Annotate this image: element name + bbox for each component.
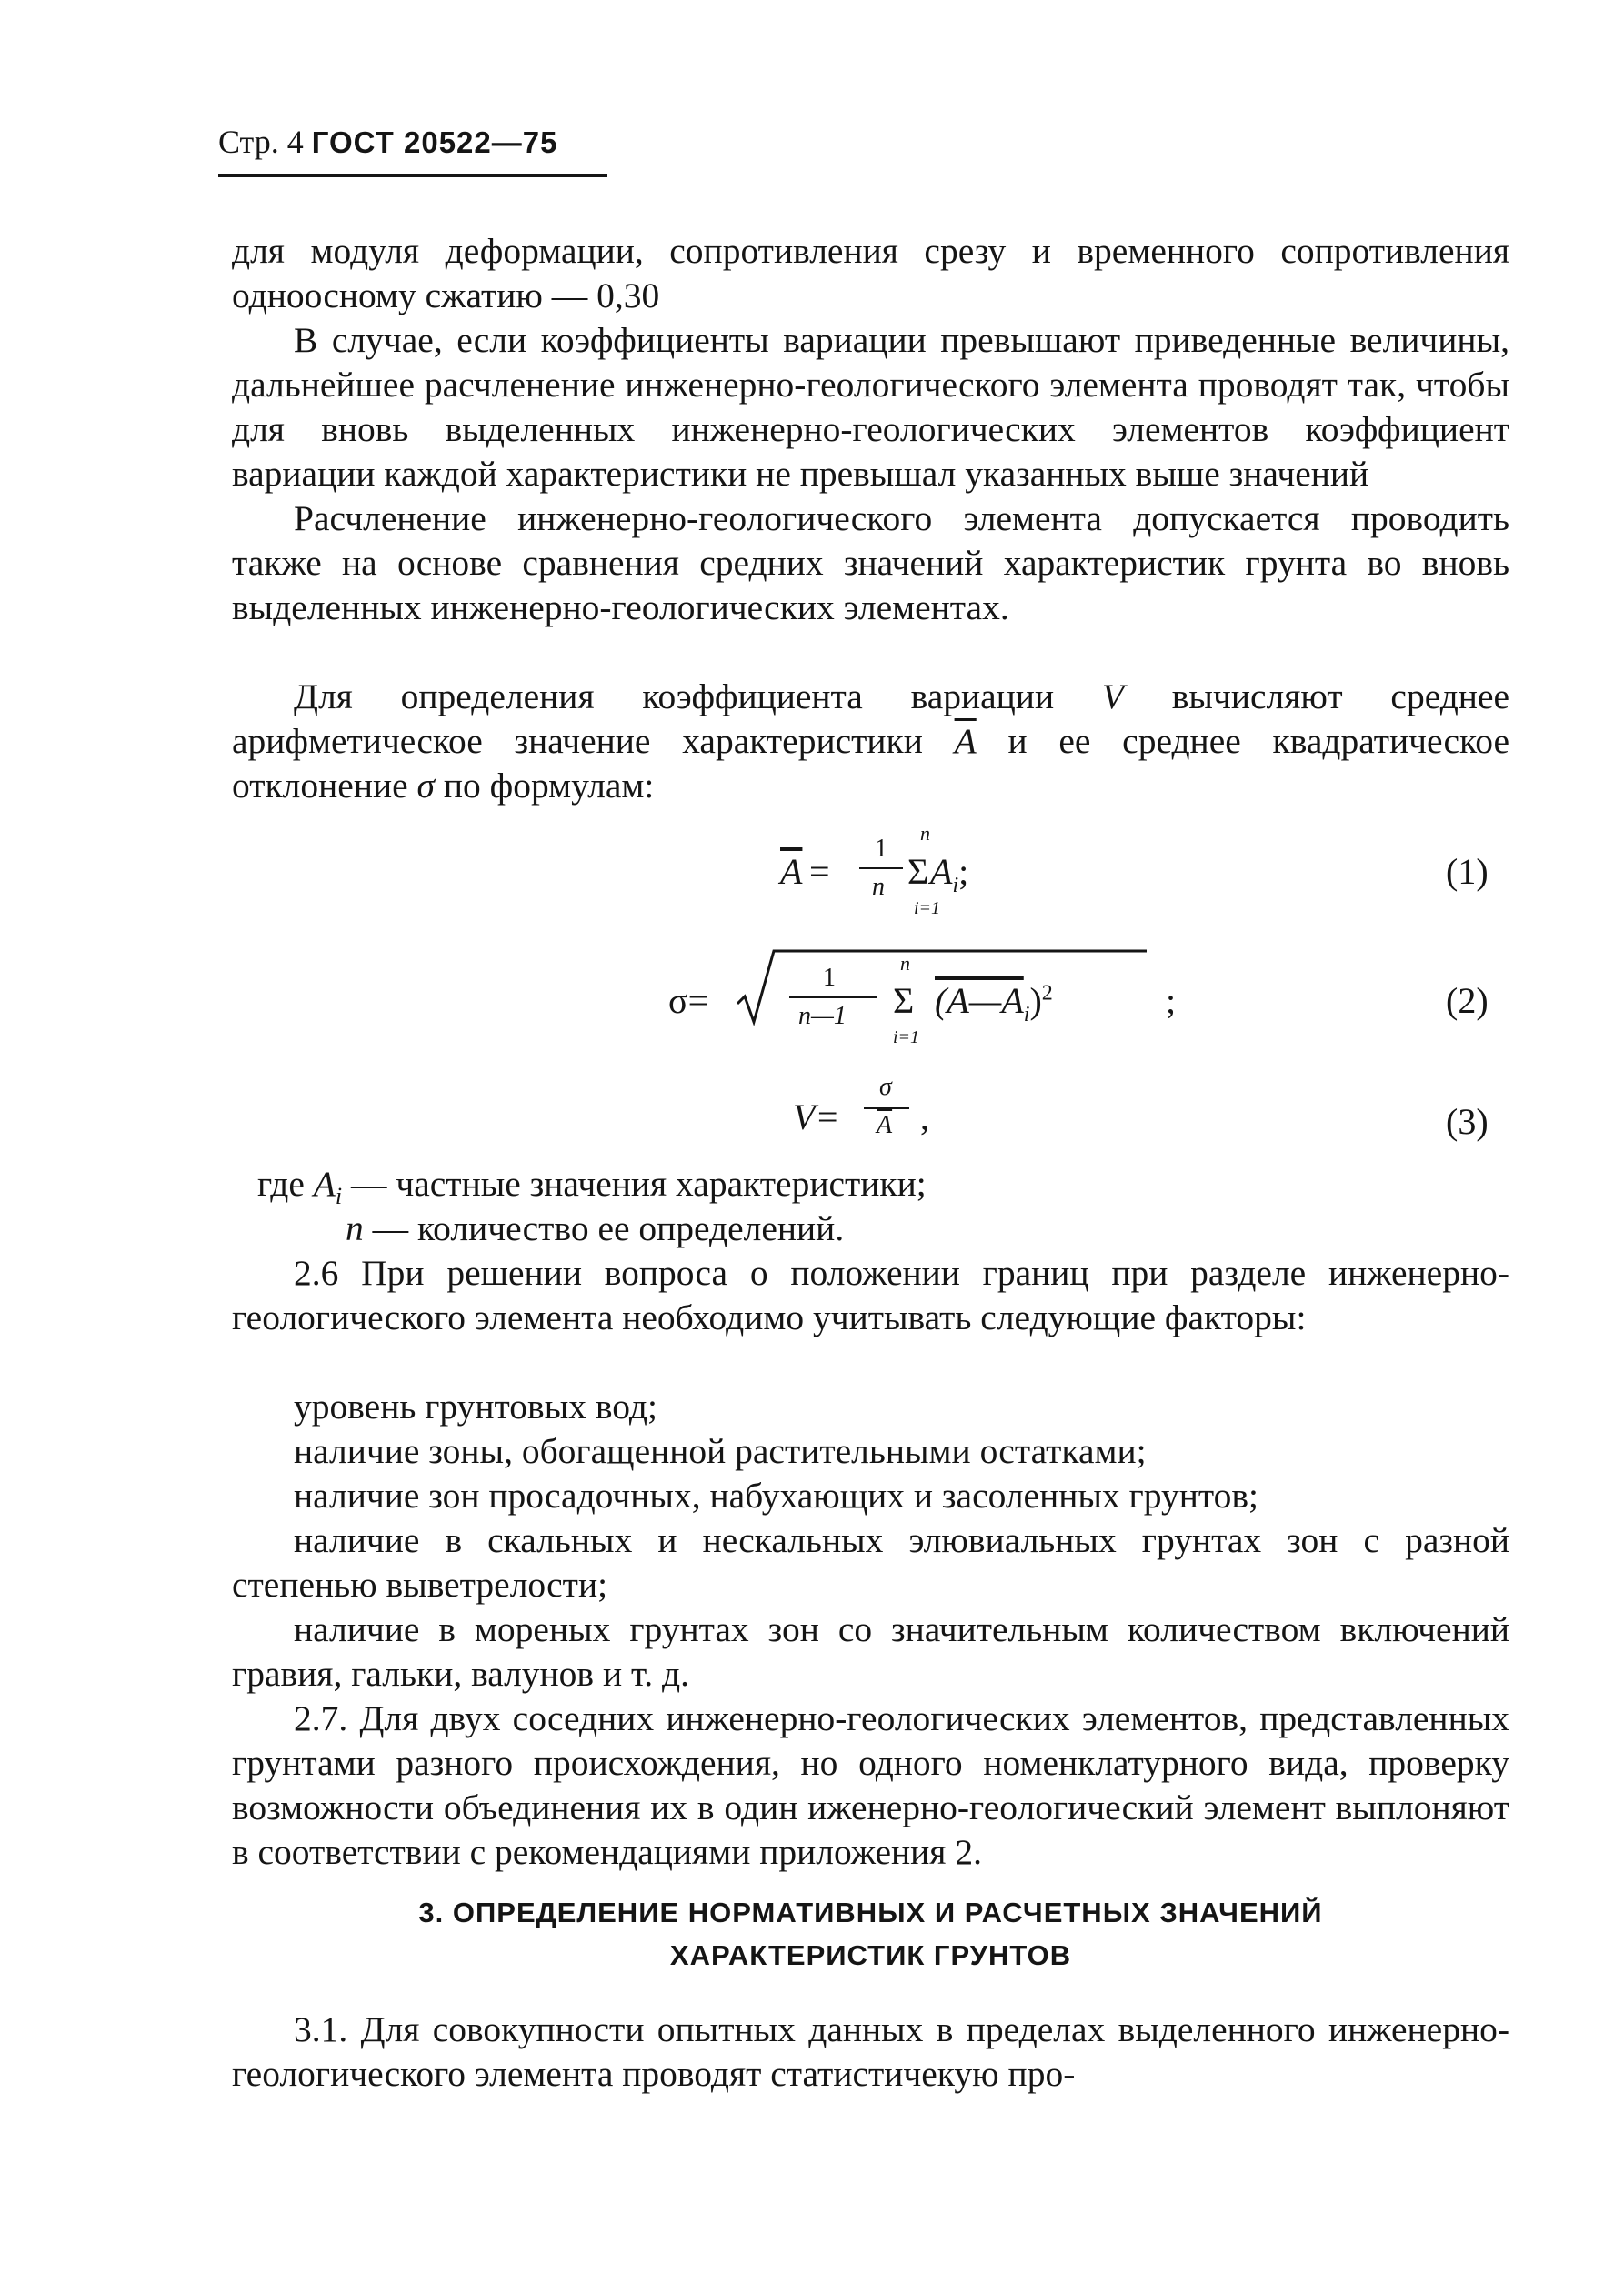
formula-1-fraction-bar — [859, 867, 903, 869]
formula-1-lhs: $\overline{A}$ — [780, 851, 803, 892]
page-header — [218, 123, 557, 161]
header-rule — [218, 174, 607, 177]
paragraph-2-6: 2.6 При решении вопроса о положении границ при разделе инженерно-геологического элемента необходимо учитывать следующие факторы: — [232, 1253, 1509, 1337]
formula-1-eq: = — [809, 851, 830, 892]
factor-item: наличие в мореных грунтах зон со значительным количеством включений гравия, гальки, валунов и т. д. — [232, 1609, 1509, 1694]
formula-2-lhs: σ= — [668, 980, 709, 1021]
factors-list — [294, 1385, 1509, 1518]
where-line-2: n — количество ее определений. — [346, 1208, 845, 1248]
paragraph-2-7: 2.7. Для двух соседних инженерно-геологических элементов, представленных грунтами разного происхождения, но одного номенклатурного вида, проверку возможности объединения их в один иженерно-геологический элемент выплоняют в соответствии с рекомендациями приложения 2. — [232, 1698, 1509, 1872]
formula-3-lhs: V= — [793, 1096, 840, 1137]
formula-3-number: (3) — [1446, 1101, 1489, 1142]
page-number: Стр. 4 — [218, 124, 304, 160]
standard-number: ГОСТ 20522—75 — [311, 125, 558, 159]
section-3-title-line-2: ХАРАКТЕРИСТИК ГРУНТОВ — [669, 1939, 1072, 1971]
formula-2-sum-top: n — [900, 952, 910, 975]
formula-2-numerator: 1 — [823, 964, 836, 992]
paragraph-deformation-modulus: для модуля деформации, сопротивления срезу и временного сопротивления одноосному сжатию — 0,30 — [232, 231, 1509, 315]
paragraph-3-1: 3.1. Для совокупности опытных данных в пределах выделенного инженерно-геологического элемента проводят статистичекую про- — [232, 2009, 1509, 2094]
formula-1-denominator: n — [872, 873, 885, 901]
factor-item: наличие в скальных и нескальных элювиальных грунтах зон с разной степенью выветрелости; — [232, 1520, 1509, 1605]
formula-1-numerator: 1 — [875, 835, 887, 863]
formula-3-end: , — [920, 1096, 929, 1137]
formula-2-end: ; — [1166, 980, 1177, 1021]
formula-2-sum-sign: Σ — [893, 980, 915, 1021]
paragraph-variation-definition: Для определения коэффициента вариации V вычисляют среднее арифметическое значение характеристики $\overline{A}$ и ее среднее квадратическое отклонение σ по формулам: — [232, 676, 1510, 806]
formula-2-denominator: n—1 — [798, 1002, 847, 1030]
formula-2-body: $(A—A_i)^2$ — [935, 980, 1053, 1026]
paragraph-variation-exceeds: В случае, если коэффициенты вариации превышают приведенные величины, дальнейшее расчленение инженерно-геологического элемента проводят так, чтобы для вновь выделенных инженерно-геологических элементов коэффициент вариации каждой характеристики не превышал указанных выше значений — [232, 320, 1509, 494]
factor-item: наличие зоны, обогащенной растительными остатками; — [294, 1431, 1147, 1471]
formula-1-sum-top: n — [920, 822, 930, 845]
formula-1-term: $A_i$; — [930, 851, 969, 897]
formula-2-sum-bottom: i=1 — [893, 1027, 920, 1047]
where-line-1: где $A_i$ — частные значения характеристики; — [257, 1164, 927, 1209]
formula-2-fraction-bar — [789, 996, 877, 998]
paragraph-subdivision: Расчленение инженерно-геологического элемента допускается проводить также на основе сравнения средних значений характеристик грунта во вновь выделенных инженерно-геологических элементах. — [232, 498, 1509, 627]
section-3-title-line-1: 3. ОПРЕДЕЛЕНИЕ НОРМАТИВНЫХ И РАСЧЕТНЫХ ЗНАЧЕНИЙ — [418, 1897, 1323, 1928]
formula-1-sum-bottom: i=1 — [914, 898, 941, 918]
formula-3-fraction-bar — [864, 1107, 909, 1109]
formula-1-sum-sign: Σ — [907, 851, 929, 892]
formula-2-number: (2) — [1446, 980, 1489, 1021]
formula-3-denominator: $\overline{A}$ — [877, 1111, 893, 1139]
factor-item: наличие зон просадочных, набухающих и засоленных грунтов; — [294, 1476, 1258, 1516]
formula-3-numerator: σ — [879, 1073, 892, 1101]
section-3-title — [232, 1891, 1509, 1977]
factor-item: уровень грунтовых вод; — [294, 1387, 657, 1427]
formula-1-number: (1) — [1446, 851, 1489, 892]
